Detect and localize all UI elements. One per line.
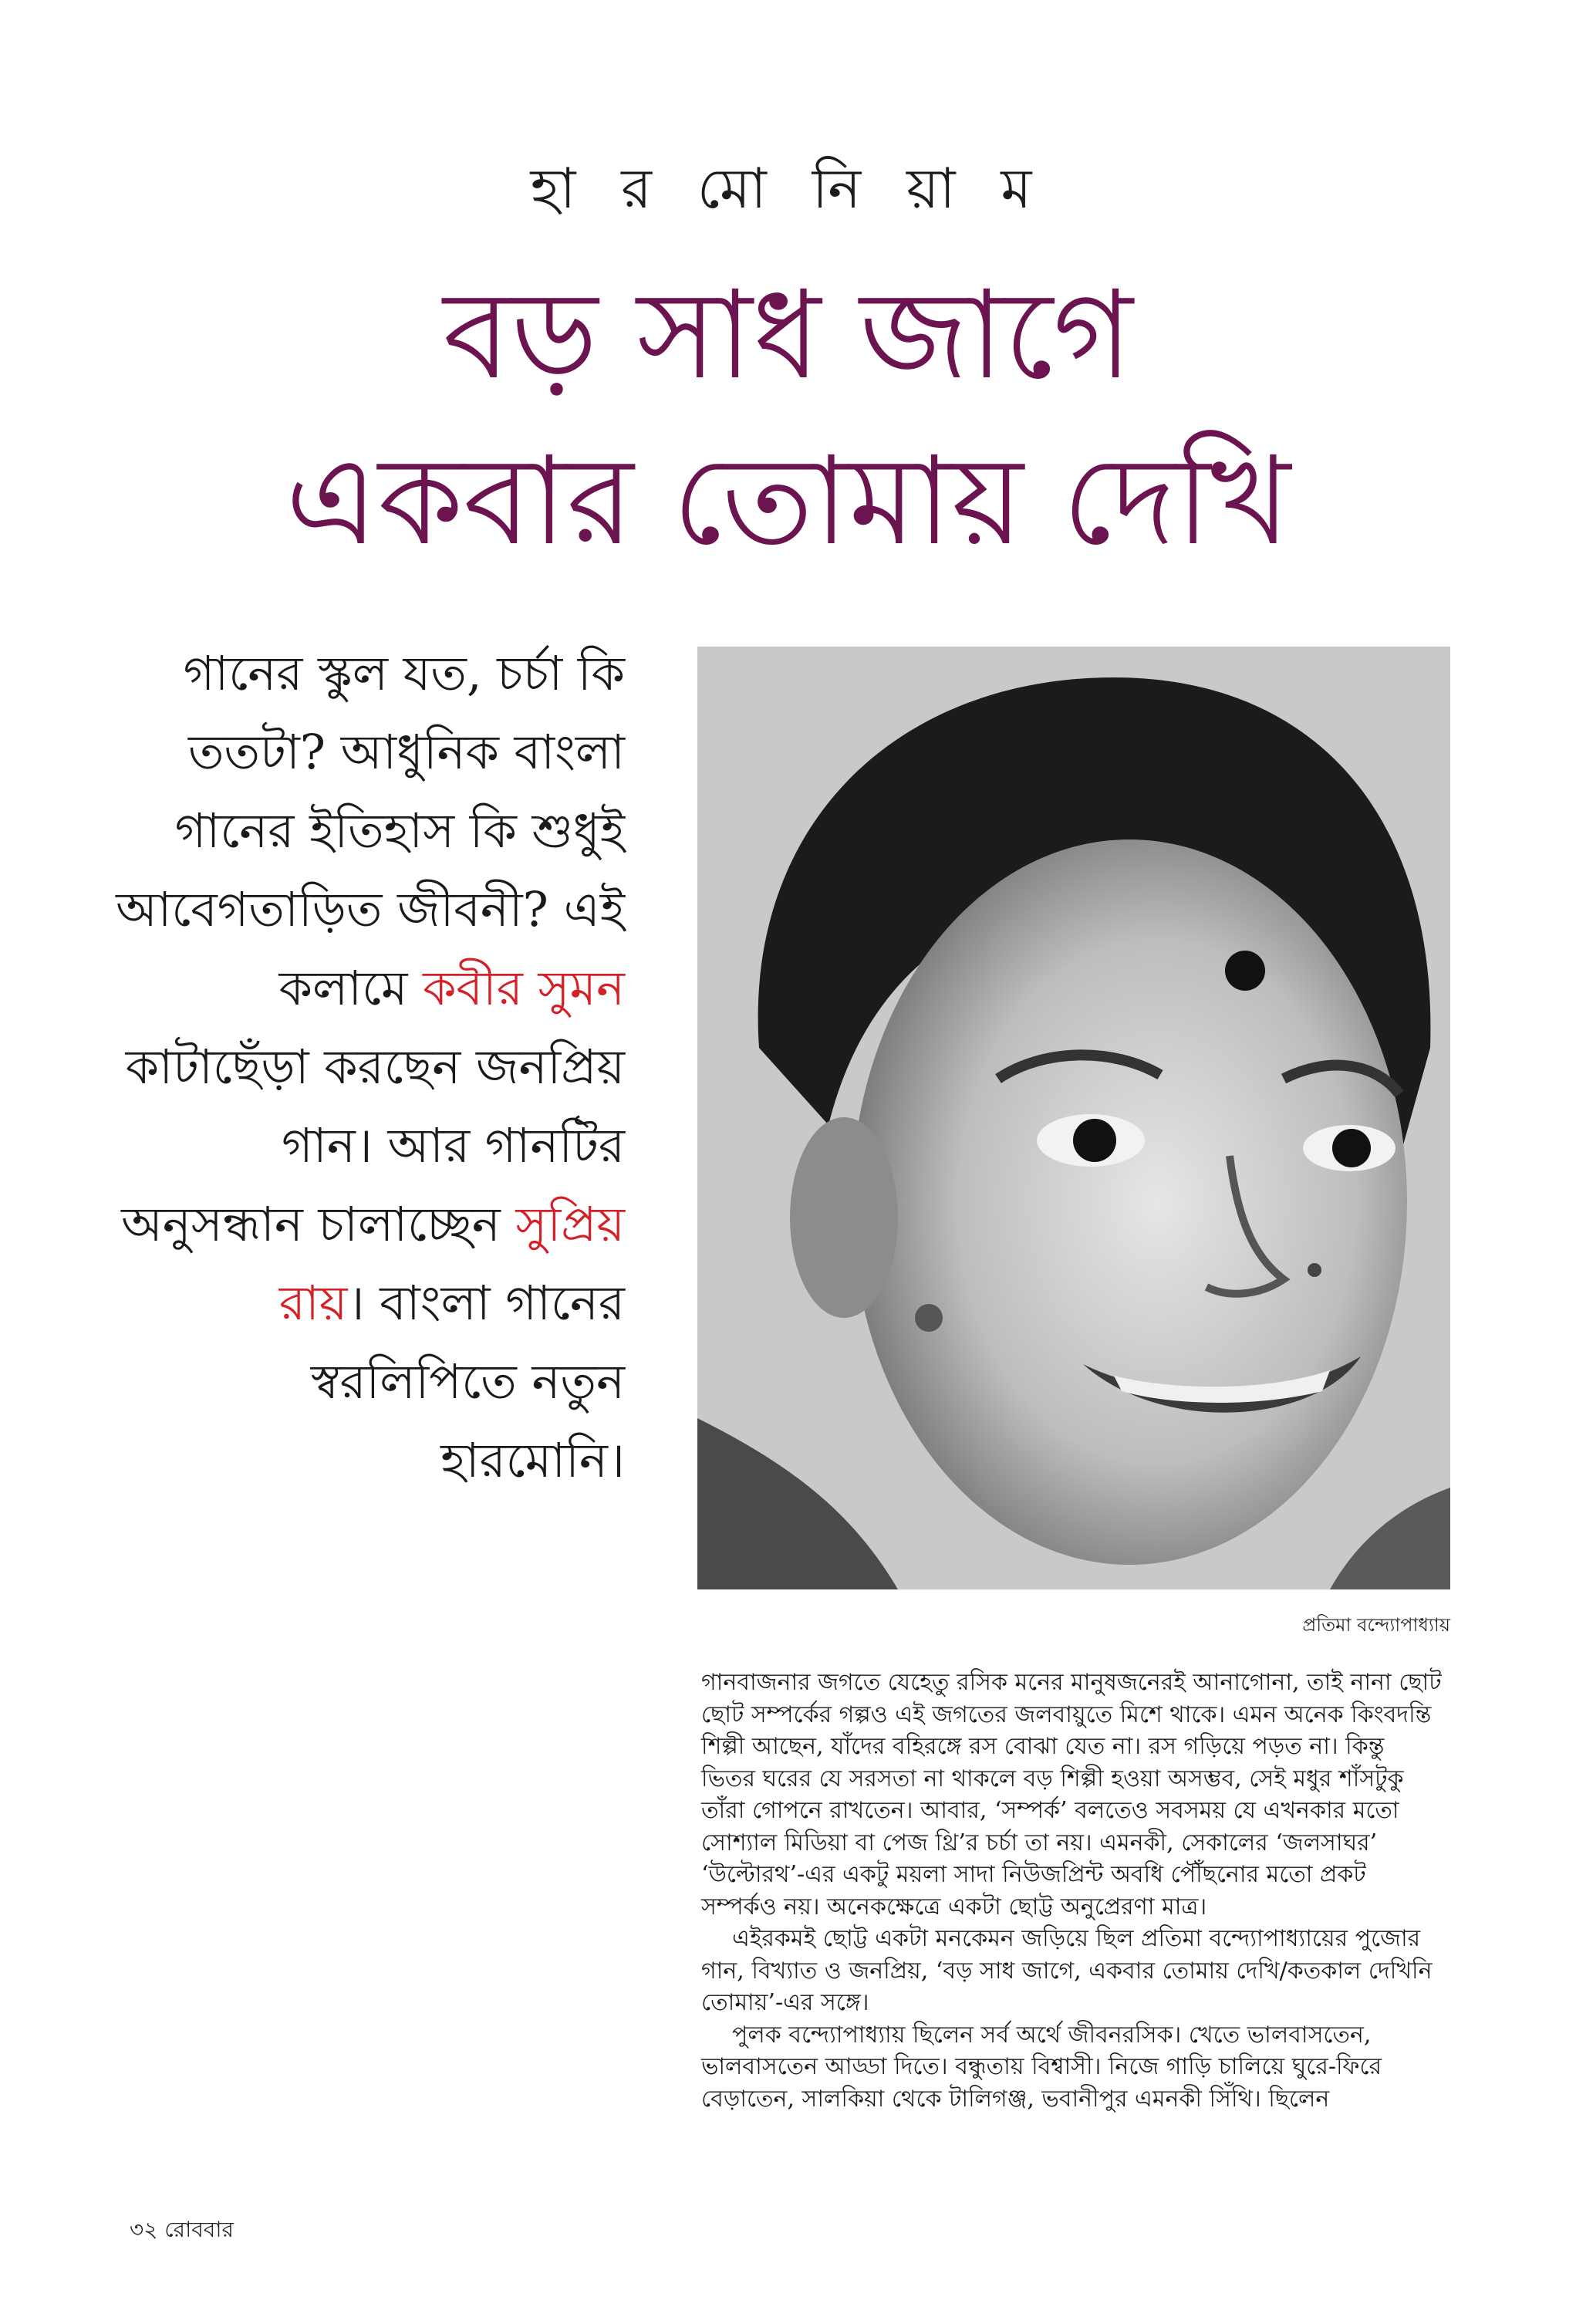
author-name: কবীর সুমন — [423, 960, 625, 1016]
headline-line-1: বড় সাধ জাগে — [443, 265, 1133, 407]
researcher-name: সুপ্রিয় রায় — [278, 1196, 625, 1331]
page-footer: ৩২ রোববার — [130, 2217, 234, 2242]
body-paragraph-2: এইরকমই ছোট্ট একটা মনকেমন জড়িয়ে ছিল প্রতিমা বন্দ্যোপাধ্যায়ের পুজোর গান, বিখ্যাত ও জনপ্রিয়, ‘বড় সাধ জাগে, একবার তোমায় দেখি/কতকাল দেখিনি তোমায়’-এর সঙ্গে। — [701, 1925, 1433, 2016]
headline-line-2: একবার তোমায় দেখি — [285, 431, 1291, 573]
section-kicker: হা র মো নি য়া ম — [530, 156, 1046, 221]
body-paragraph-3: পুলক বন্দ্যোপাধ্যায় ছিলেন সর্ব অর্থে জীবনরসিক। খেতে ভালবাসতেন, ভালবাসতেন আড্ডা দিতে। বন্ধুতায় বিশ্বাসী। নিজে গাড়ি চালিয়ে ঘুরে-ফিরে বেড়াতেন, সালকিয়া থেকে টালিগঞ্জ, ভবানীপুর এমনকী সিঁথি। ছিলেন — [701, 2021, 1382, 2113]
intro-text-1: গানের স্কুল যত, চর্চা কি ততটা? আধুনিক বাংলা গানের ইতিহাস কি শুধুই আবেগতাড়িত জীবনী? এই কলামে — [116, 645, 625, 1016]
intro-text-2: কাটাছেঁড়া করছেন জনপ্রিয় গান। আর গানটির অনুসন্ধান চালাচ্ছেন — [121, 1039, 625, 1252]
body-paragraph-1: গানবাজনার জগতে যেহেতু রসিক মনের মানুষজনেরই আনাগোনা, তাই নানা ছোট ছোট সম্পর্কের গল্পও এই জগতের জলবায়ুতে মিশে থাকে। এমন অনেক কিংবদন্তি শিল্পী আছেন, যাঁদের বহিরঙ্গে রস বোঝা যেত না। রস গড়িয়ে পড়ত না। কিন্তু ভিতর ঘরের যে সরসতা না থাকলে বড় শিল্পী হওয়া অসম্ভব, সেই মধুর শাঁসটুকু তাঁরা গোপনে রাখতেন। আবার, ‘সম্পর্ক’ বলতেও সবসময় যে এখনকার মতো সোশ্যাল মিডিয়া বা পেজ থ্রি’র চর্চা তা নয়। এমনকী, সেকালের ‘জলসাঘর’ ‘উল্টোরথ’-এর একটু ময়লা সাদা নিউজপ্রিন্ট অবধি পৌঁছনোর মতো প্রকট সম্পর্কও নয়। অনেকক্ষেত্রে একটা ছোট্ট অনুপ্রেরণা মাত্র। — [701, 1669, 1442, 1920]
intro-blurb — [116, 634, 625, 1500]
intro-text-3: । বাংলা গানের স্বরলিপিতে নতুন হারমোনি। — [310, 1275, 625, 1488]
photo-caption: প্রতিমা বন্দ্যোপাধ্যায় — [1302, 1614, 1450, 1636]
portrait-illustration — [697, 647, 1450, 1589]
article-body — [701, 1667, 1442, 2115]
portrait-photo — [697, 647, 1450, 1589]
